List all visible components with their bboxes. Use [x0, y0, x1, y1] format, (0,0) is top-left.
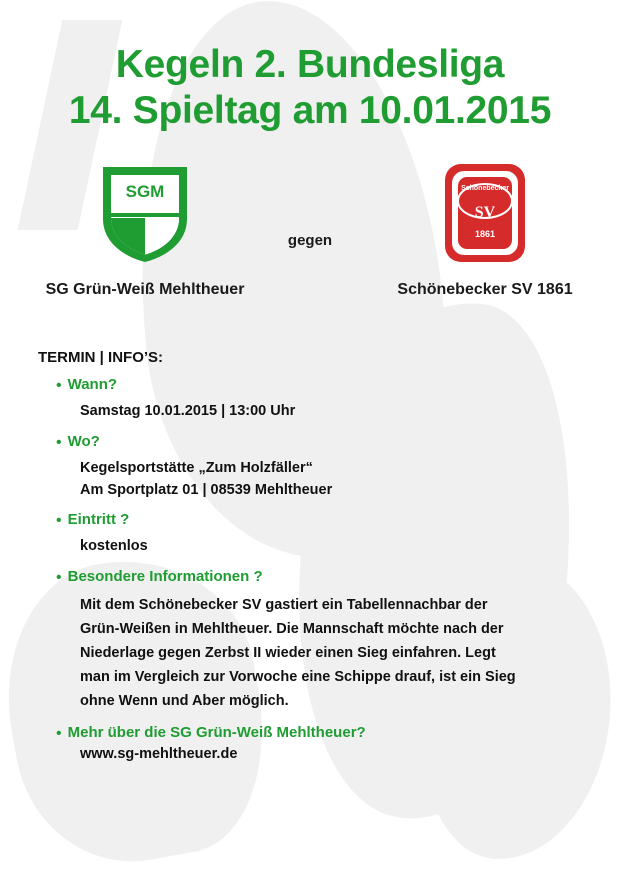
match-teams	[0, 160, 620, 345]
away-team-name	[370, 279, 600, 301]
info-answer-line: Grün-Weißen in Mehltheuer. Die Mannschaft möchte nach der	[80, 620, 504, 637]
svg-text:SGM: SGM	[125, 181, 165, 201]
info-answer-line: Am Sportplatz 01 | 08539 Mehltheuer	[80, 481, 333, 498]
info-question: Besondere Informationen ?	[67, 568, 263, 586]
svg-text:Schönebecker: Schönebecker	[461, 184, 509, 192]
home-team-name-line-1: SG Grün-Weiß	[45, 281, 155, 299]
info-question: Wann?	[67, 376, 118, 394]
info-answer	[38, 401, 586, 423]
info-answer	[38, 458, 586, 502]
info-answer-line: Kegelsportstätte „Zum Holzfäller“	[80, 459, 313, 476]
info-item-wann	[38, 376, 586, 396]
bullet-dot-icon: •	[56, 512, 62, 530]
bullet-dot-icon: •	[56, 377, 62, 395]
info-answer-line: ohne Wenn und Aber möglich.	[80, 692, 289, 709]
red-crest-icon	[442, 161, 528, 265]
away-team-name-line-2: 1861	[537, 281, 573, 299]
home-crest-wrap	[30, 160, 260, 265]
home-team-name	[30, 279, 260, 301]
versus-label: gegen	[287, 232, 333, 250]
info-answer-line: Niederlage gegen Zerbst II wieder einen Sieg einfahren. Legt	[80, 644, 496, 661]
info-answer-line: man im Vergleich zur Vorwoche eine Schippe drauf, ist ein Sieg	[80, 668, 516, 685]
info-item-besondere	[38, 568, 586, 588]
away-team-name-line-1: Schönebecker SV	[397, 281, 533, 299]
away-team	[370, 160, 600, 301]
info-answer	[38, 536, 586, 558]
website-link[interactable]: www.sg-mehltheuer.de	[80, 745, 238, 762]
info-item-eintritt	[38, 511, 586, 531]
info-heading: TERMIN | INFO’S:	[38, 349, 164, 367]
page-title	[0, 0, 620, 134]
bullet-dot-icon: •	[56, 433, 62, 451]
bullet-dot-icon: •	[56, 569, 62, 587]
info-section	[0, 349, 620, 762]
info-question: Wo?	[67, 432, 100, 450]
away-crest-wrap	[370, 160, 600, 265]
info-question: Eintritt ?	[67, 511, 130, 529]
svg-text:SV: SV	[474, 203, 496, 221]
bullet-dot-icon: •	[56, 724, 62, 742]
info-answer-line: Mit dem Schönebecker SV gastiert ein Tabellennachbar der	[80, 597, 488, 614]
svg-text:1861: 1861	[474, 228, 496, 239]
info-answer	[38, 594, 586, 714]
home-team-name-line-2: Mehltheuer	[159, 281, 245, 299]
info-answer-line: kostenlos	[80, 538, 148, 555]
info-answer-line: Samstag 10.01.2015 | 13:00 Uhr	[80, 403, 296, 420]
home-team	[30, 160, 260, 301]
info-item-mehr	[38, 724, 586, 744]
title-line-1: Kegeln 2. Bundesliga	[115, 43, 505, 86]
title-line-2: 14. Spieltag am 10.01.2015	[68, 89, 552, 133]
info-question: Mehr über die SG Grün-Weiß Mehltheuer?	[67, 723, 366, 741]
info-item-wo	[38, 433, 586, 453]
